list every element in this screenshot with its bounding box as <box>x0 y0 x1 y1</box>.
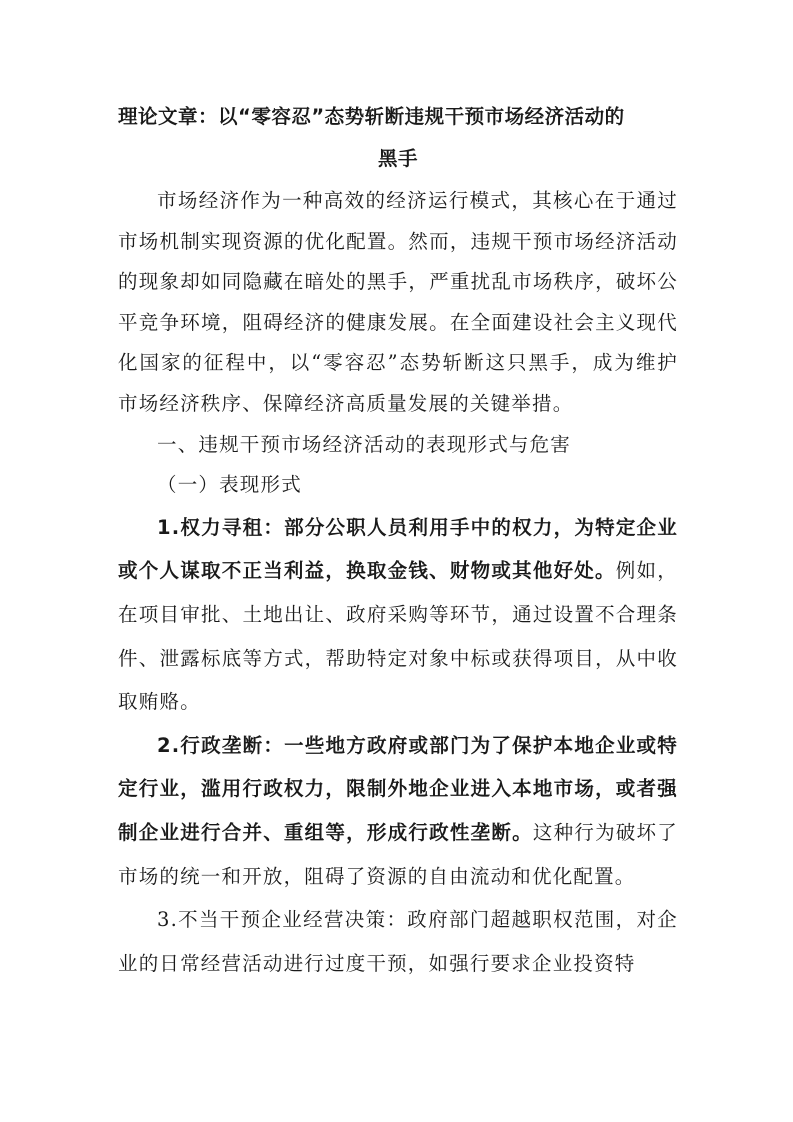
item-2-bold-text: 2.行政垄断：一些地方政府或部门为了保护本地企业或特定行业，滥用行政权力，限制外地企业进入本地市场，或者强制企业进行合并、重组等，形成行政性垄断。 <box>118 733 678 844</box>
item-2-paragraph <box>118 724 678 898</box>
article-title <box>118 96 678 180</box>
title-line-1: 理论文章：以“零容忍”态势斩断违规干预市场经济活动的 <box>118 105 625 128</box>
item-1-paragraph <box>118 506 678 724</box>
title-line-2: 黑手 <box>377 147 418 170</box>
section-heading-1: 一、违规干预市场经济活动的表现形式与危害 <box>157 432 572 456</box>
item-3-paragraph: 3.不当干预企业经营决策：政府部门超越职权范围，对企业的日常经营活动进行过度干预，如强行要求企业投资特 <box>118 908 678 975</box>
item-2-text: 这种行为破坏了市场的统一和开放，阻碍了资源的自由流动和优化配置。 <box>118 820 678 888</box>
item-1-text: 例如，在项目审批、土地出让、政府采购等环节，通过设置不合理条件、泄露标底等方式，帮助特定对象中标或获得项目，从中收取贿赂。 <box>118 559 678 714</box>
item-1-bold-text: 1.权力寻租：部分公职人员利用手中的权力，为特定企业或个人谋取不正当利益，换取金钱、财物或其他好处。 <box>118 515 678 583</box>
subsection-heading-1: （一）表现形式 <box>157 473 302 497</box>
intro-paragraph: 市场经济作为一种高效的经济运行模式，其核心在于通过市场机制实现资源的优化配置。然而，违规干预市场经济活动的现象却如同隐藏在暗处的黑手，严重扰乱市场秩序，破坏公平竞争环境，阻碍经济的健康发展。在全面建设社会主义现代化国家的征程中，以“零容忍”态势斩断这只黑手，成为维护市场经济秩序、保障经济高质量发展的关键举措。 <box>118 189 678 415</box>
article-body <box>118 181 678 985</box>
